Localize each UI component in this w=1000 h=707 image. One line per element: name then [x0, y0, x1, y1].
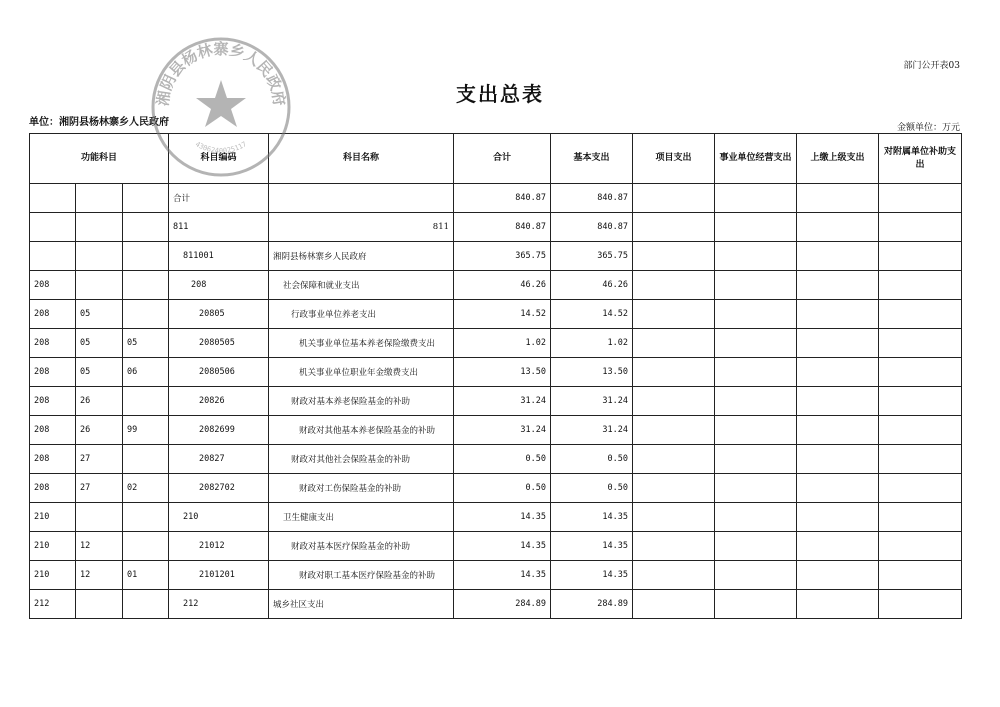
basic-cell: 14.35 [551, 503, 633, 532]
upper-cell [797, 329, 879, 358]
project-cell [633, 213, 715, 242]
form-number: 部门公开表03 [903, 61, 960, 71]
upper-cell [797, 474, 879, 503]
func-class-cell: 208 [30, 271, 76, 300]
upper-cell [797, 445, 879, 474]
project-cell [633, 532, 715, 561]
project-cell [633, 561, 715, 590]
subject-code-cell: 208 [169, 271, 269, 300]
func-class-cell [30, 184, 76, 213]
svg-text:湘阴县杨林寨乡人民政府: 湘阴县杨林寨乡人民政府 [153, 40, 289, 108]
expenditure-table [29, 133, 962, 619]
func-item-cell: 27 [76, 474, 123, 503]
business-cell [715, 358, 797, 387]
project-cell [633, 358, 715, 387]
basic-cell: 14.35 [551, 532, 633, 561]
upper-cell [797, 184, 879, 213]
upper-cell [797, 503, 879, 532]
total-cell: 14.35 [454, 561, 551, 590]
subject-code-cell: 20827 [169, 445, 269, 474]
table-row [30, 445, 962, 474]
project-cell [633, 329, 715, 358]
page-title: 支出总表 [456, 82, 544, 106]
func-class-cell: 208 [30, 300, 76, 329]
func-class-cell: 212 [30, 590, 76, 619]
func-item-cell: 26 [76, 387, 123, 416]
subject-code-cell: 2101201 [169, 561, 269, 590]
func-class-cell: 208 [30, 387, 76, 416]
total-cell: 840.87 [454, 213, 551, 242]
func-class-cell: 208 [30, 445, 76, 474]
basic-cell: 13.50 [551, 358, 633, 387]
total-cell: 0.50 [454, 474, 551, 503]
table-row [30, 271, 962, 300]
header-subject-code: 科目编码 [169, 134, 269, 184]
amount-unit-label: 金额单位：万元 [896, 123, 960, 133]
business-cell [715, 445, 797, 474]
project-cell [633, 503, 715, 532]
business-cell [715, 271, 797, 300]
upper-cell [797, 532, 879, 561]
basic-cell: 840.87 [551, 213, 633, 242]
subsidy-cell [879, 271, 962, 300]
func-subitem-cell [123, 387, 169, 416]
func-item-cell: 12 [76, 532, 123, 561]
header-upper: 上缴上级支出 [797, 134, 879, 184]
func-subitem-cell [123, 184, 169, 213]
subject-name-cell: 城乡社区支出 [269, 590, 454, 619]
subject-name-cell: 财政对职工基本医疗保险基金的补助 [269, 561, 454, 590]
upper-cell [797, 271, 879, 300]
func-subitem-cell [123, 503, 169, 532]
table-row [30, 532, 962, 561]
upper-cell [797, 242, 879, 271]
table-row [30, 561, 962, 590]
upper-cell [797, 590, 879, 619]
business-cell [715, 503, 797, 532]
subsidy-cell [879, 590, 962, 619]
subject-code-cell: 811001 [169, 242, 269, 271]
subsidy-cell [879, 445, 962, 474]
func-item-cell [76, 242, 123, 271]
total-cell: 14.52 [454, 300, 551, 329]
basic-cell: 14.35 [551, 561, 633, 590]
project-cell [633, 474, 715, 503]
total-cell: 284.89 [454, 590, 551, 619]
func-class-cell: 210 [30, 503, 76, 532]
basic-cell: 31.24 [551, 416, 633, 445]
total-cell: 365.75 [454, 242, 551, 271]
business-cell [715, 416, 797, 445]
table-row [30, 503, 962, 532]
subject-name-cell [269, 184, 454, 213]
total-cell: 31.24 [454, 416, 551, 445]
project-cell [633, 242, 715, 271]
total-cell: 840.87 [454, 184, 551, 213]
func-item-cell [76, 590, 123, 619]
header-basic: 基本支出 [551, 134, 633, 184]
basic-cell: 14.52 [551, 300, 633, 329]
func-subitem-cell: 05 [123, 329, 169, 358]
subsidy-cell [879, 416, 962, 445]
subject-code-cell: 2080506 [169, 358, 269, 387]
subject-name-cell: 811 [269, 213, 454, 242]
business-cell [715, 532, 797, 561]
func-subitem-cell [123, 213, 169, 242]
subsidy-cell [879, 329, 962, 358]
func-item-cell: 12 [76, 561, 123, 590]
business-cell [715, 300, 797, 329]
total-cell: 13.50 [454, 358, 551, 387]
table-row [30, 213, 962, 242]
header-subsidy: 对附属单位补助支出 [879, 134, 962, 184]
func-subitem-cell [123, 271, 169, 300]
func-subitem-cell: 06 [123, 358, 169, 387]
subject-code-cell: 811 [169, 213, 269, 242]
unit-label: 单位：湘阴县杨林寨乡人民政府 [29, 117, 169, 128]
func-subitem-cell [123, 300, 169, 329]
subject-name-cell: 社会保障和就业支出 [269, 271, 454, 300]
basic-cell: 31.24 [551, 387, 633, 416]
func-class-cell: 208 [30, 358, 76, 387]
basic-cell: 0.50 [551, 445, 633, 474]
subsidy-cell [879, 358, 962, 387]
func-subitem-cell [123, 445, 169, 474]
func-item-cell [76, 503, 123, 532]
basic-cell: 46.26 [551, 271, 633, 300]
func-class-cell: 208 [30, 329, 76, 358]
func-item-cell: 05 [76, 329, 123, 358]
func-subitem-cell [123, 532, 169, 561]
table-row [30, 184, 962, 213]
project-cell [633, 300, 715, 329]
func-item-cell: 05 [76, 300, 123, 329]
upper-cell [797, 358, 879, 387]
subsidy-cell [879, 184, 962, 213]
subject-code-cell: 20805 [169, 300, 269, 329]
business-cell [715, 474, 797, 503]
total-cell: 0.50 [454, 445, 551, 474]
business-cell [715, 184, 797, 213]
func-subitem-cell [123, 590, 169, 619]
subsidy-cell [879, 300, 962, 329]
project-cell [633, 184, 715, 213]
table-row [30, 329, 962, 358]
subject-name-cell: 机关事业单位职业年金缴费支出 [269, 358, 454, 387]
table-row [30, 416, 962, 445]
upper-cell [797, 561, 879, 590]
subject-code-cell: 合计 [169, 184, 269, 213]
func-item-cell: 27 [76, 445, 123, 474]
project-cell [633, 271, 715, 300]
subsidy-cell [879, 474, 962, 503]
func-subitem-cell: 99 [123, 416, 169, 445]
subject-name-cell: 财政对基本养老保险基金的补助 [269, 387, 454, 416]
header-business: 事业单位经营支出 [715, 134, 797, 184]
total-cell: 46.26 [454, 271, 551, 300]
table-row [30, 300, 962, 329]
business-cell [715, 329, 797, 358]
upper-cell [797, 213, 879, 242]
basic-cell: 840.87 [551, 184, 633, 213]
total-cell: 1.02 [454, 329, 551, 358]
business-cell [715, 213, 797, 242]
total-cell: 14.35 [454, 503, 551, 532]
header-func-subject: 功能科目 [30, 134, 169, 184]
project-cell [633, 445, 715, 474]
subject-name-cell: 行政事业单位养老支出 [269, 300, 454, 329]
func-subitem-cell [123, 242, 169, 271]
subsidy-cell [879, 561, 962, 590]
project-cell [633, 590, 715, 619]
subject-code-cell: 210 [169, 503, 269, 532]
func-item-cell [76, 271, 123, 300]
table-row [30, 474, 962, 503]
upper-cell [797, 387, 879, 416]
subsidy-cell [879, 213, 962, 242]
project-cell [633, 387, 715, 416]
total-cell: 14.35 [454, 532, 551, 561]
func-item-cell [76, 184, 123, 213]
func-item-cell: 05 [76, 358, 123, 387]
subject-name-cell: 财政对其他基本养老保险基金的补助 [269, 416, 454, 445]
func-class-cell: 210 [30, 532, 76, 561]
func-class-cell [30, 213, 76, 242]
basic-cell: 1.02 [551, 329, 633, 358]
subsidy-cell [879, 242, 962, 271]
func-item-cell [76, 213, 123, 242]
business-cell [715, 242, 797, 271]
subject-name-cell: 湘阴县杨林寨乡人民政府 [269, 242, 454, 271]
subsidy-cell [879, 503, 962, 532]
total-cell: 31.24 [454, 387, 551, 416]
basic-cell: 0.50 [551, 474, 633, 503]
subject-name-cell: 财政对其他社会保险基金的补助 [269, 445, 454, 474]
table-row [30, 242, 962, 271]
subject-name-cell: 卫生健康支出 [269, 503, 454, 532]
header-total: 合计 [454, 134, 551, 184]
subject-code-cell: 212 [169, 590, 269, 619]
business-cell [715, 387, 797, 416]
func-class-cell: 210 [30, 561, 76, 590]
table-row [30, 387, 962, 416]
func-item-cell: 26 [76, 416, 123, 445]
table-row [30, 590, 962, 619]
upper-cell [797, 416, 879, 445]
subject-name-cell: 财政对基本医疗保险基金的补助 [269, 532, 454, 561]
subject-code-cell: 2082699 [169, 416, 269, 445]
subject-name-cell: 财政对工伤保险基金的补助 [269, 474, 454, 503]
subject-code-cell: 2082702 [169, 474, 269, 503]
table-body [30, 184, 962, 619]
subsidy-cell [879, 532, 962, 561]
table-row [30, 358, 962, 387]
subject-code-cell: 21012 [169, 532, 269, 561]
subject-code-cell: 20826 [169, 387, 269, 416]
table-header-row [30, 134, 962, 184]
svg-text:4306240025117: 4306240025117 [193, 140, 249, 156]
subject-name-cell: 机关事业单位基本养老保险缴费支出 [269, 329, 454, 358]
business-cell [715, 590, 797, 619]
func-class-cell [30, 242, 76, 271]
func-subitem-cell: 02 [123, 474, 169, 503]
subject-code-cell: 2080505 [169, 329, 269, 358]
basic-cell: 365.75 [551, 242, 633, 271]
business-cell [715, 561, 797, 590]
project-cell [633, 416, 715, 445]
basic-cell: 284.89 [551, 590, 633, 619]
upper-cell [797, 300, 879, 329]
func-subitem-cell: 01 [123, 561, 169, 590]
func-class-cell: 208 [30, 474, 76, 503]
header-project: 项目支出 [633, 134, 715, 184]
subsidy-cell [879, 387, 962, 416]
header-subject-name: 科目名称 [269, 134, 454, 184]
func-class-cell: 208 [30, 416, 76, 445]
